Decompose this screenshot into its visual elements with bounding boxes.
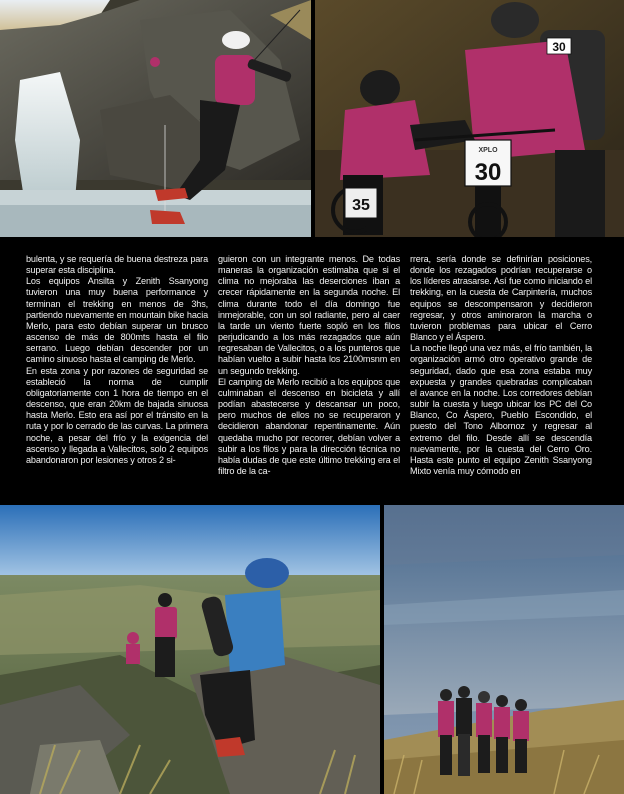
paragraph: En esta zona y por razones de seguridad se estableció la norma de cumplir obligatoriamente con 1 hora de tiempo en el descenso, que eran 20km de bajada sinuosa hasta Merlo. Esto era así por el tránsito en la ruta y por lo cerrado de las curvas. La primera noche, a pesar del frío y la exigencia del ascenso y llegada a Vallecitos, solo 2 equipos abandonaron por lesiones y otros 2 si- bbox=[26, 365, 208, 465]
paragraph: bulenta, y se requería de buena destreza para superar esta disciplina. bbox=[26, 254, 208, 276]
front-race-plate-number: 30 bbox=[474, 159, 502, 186]
paragraph: rrera, sería donde se definirían posiciones, donde los rezagados podrían recuperarse o los líderes atrasarse. Así fue como iniciando el trekking, en la cuesta de Carpintería, muchos equipos se descompensaron y decidieron regresar, y otros aminoraron la marcha o tuvieron problemas para ubicar el Cerro Blanco y el Áspero. bbox=[410, 254, 592, 343]
article-column-2 bbox=[218, 254, 400, 477]
helmet-plate-number: 30 bbox=[552, 40, 566, 54]
plate-brand: XPLO bbox=[478, 147, 498, 154]
photo-trekkers-ridge bbox=[0, 505, 380, 794]
photo-waterfall-rappel bbox=[0, 0, 311, 237]
back-race-plate-number: 35 bbox=[352, 197, 370, 214]
paragraph: El camping de Merlo recibió a los equipos que culminaban el descenso en bicicleta y allí podían abastecerse y descansar un poco, pero muchos de ellos no se recuperaron y decidieron abandonar repentinamente. Aún quedaba mucho por recorrer, debían volver a subir a los filos y para la dirección técnica no había dudas de que este último trekking era el filtro de la ca- bbox=[218, 376, 400, 476]
article-column-3 bbox=[410, 254, 592, 477]
paragraph: guieron con un integrante menos. De todas maneras la organización estimaba que si el clima no mejoraba las deserciones iban a crecer rápidamente en la segunda noche. El clima durante todo el día domingo fue inmejorable, con un sol radiante, pero al caer la tarde un viento fuerte sopló en los filos perjudicando a los más rezagados que aún regresaban de Vallecitos, o a los punteros que habían vuelto a subir hasta los 2100msnm en un segundo trekking. bbox=[218, 254, 400, 376]
article-column-1 bbox=[26, 254, 208, 466]
photo-cyclists bbox=[315, 0, 624, 237]
paragraph: La noche llegó una vez más, el frío también, la organización armó otro operativo grande de seguridad, dado que esa zona estaba muy expuesta y grandes quebradas complicaban el avance en la noche. Los corredores debían subir la cuesta y luego ubicar los PC del Co Blanco, Co Áspero, Pueblo Escondido, el puesto del Tono Albornoz y regresar al extremo del filo. Desde allí se descendía nuevamente, por la cuesta del Cerro Oro. Hasta este punto el equipo Zenith Ssanyong Mixto venía muy cómodo en bbox=[410, 343, 592, 476]
article-body bbox=[0, 237, 624, 505]
photo-team-trekking bbox=[384, 505, 624, 794]
paragraph: Los equipos Ansilta y Zenith Ssanyong tuvieron una muy buena performance y terminan el trekking en menos de 3hs, partiendo nuevamente en mountain bike hacia Merlo, para esto debían superar un brusco ascenso de más de 800mts hasta el filo serrano. Luego debían descender por un camino sinuoso hasta el camping de Merlo. bbox=[26, 276, 208, 365]
